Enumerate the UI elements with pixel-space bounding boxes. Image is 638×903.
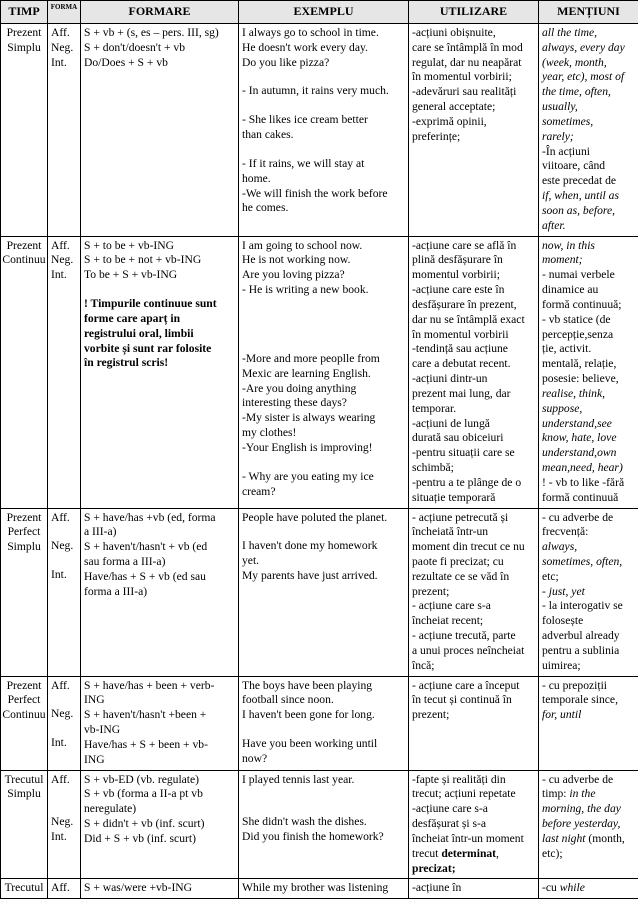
spacer [242,787,405,801]
cell-exemplu [239,24,409,237]
spacer [51,722,77,736]
text-line: To be + S + vb-ING [84,268,178,282]
spacer [242,801,405,815]
cell-exemplu [239,879,409,899]
spacer [242,456,405,470]
text-line: registrului oral, limbii [84,326,194,340]
text-line: S + have/has +vb (ed, forma [84,510,216,524]
text-line: - Why are you eating my ice [242,469,374,483]
text-line: interesting these days? [242,396,347,410]
text-line: Trecutul [4,772,44,786]
cell-mentiuni [539,24,638,237]
text-line: sometimes, often, [542,554,623,568]
text-line: viitoare, când [542,159,606,173]
cell-timp [1,236,48,508]
text-line: Trecutul [4,881,44,895]
text-line: folosește [542,614,584,628]
header-timp: TIMP [1,1,48,24]
text-line: precizat; [412,861,456,875]
text-line: Aff. [51,510,70,524]
text-line: Have/has + S + vb (ed sau [84,569,206,583]
text-line: preferințe; [412,129,461,143]
text-line: ING [84,752,105,766]
text-line: I played tennis last year. [242,772,355,786]
text-line: Aff. [51,772,70,786]
text-line: moment din trecut ce nu [412,540,525,554]
text-line: yet. [242,554,260,568]
header-row [1,1,638,24]
text-line: -acțiune care se află în [412,238,517,252]
cell-forma [48,879,81,899]
cell-timp [1,879,48,899]
text-line: -acțiuni de lungă [412,416,490,430]
header-utilizare: UTILIZARE [409,1,539,24]
cell-exemplu [239,770,409,879]
text-line: Aff. [51,678,70,692]
cell-exemplu [239,236,409,508]
text-line: în tecut și continuă în [412,693,512,707]
text-line: - vb statice (de [542,312,611,326]
cell-forma [48,770,81,879]
text-line: formă continuuă [542,490,619,504]
cell-formare [81,879,239,899]
header-formare: FORMARE [81,1,239,24]
text-line: - just, yet [542,584,585,598]
text-line: year, etc), most of [542,70,625,84]
text-line: Do you like pizza? [242,55,330,69]
text-line: S + was/were +vb-ING [84,881,193,895]
text-line: forma a III-a) [84,584,148,598]
text-line: S + don't/doesn't + vb [84,40,185,54]
text-line: Aff. [51,238,70,252]
text-span: determinat [441,846,497,860]
cell-forma [48,676,81,770]
text-line: S + haven't/hasn't +been + [84,708,207,722]
text-line: S + didn't + vb (inf. scurt) [84,817,205,831]
text-line: realise, think, [542,386,606,400]
cell-mentiuni [539,676,638,770]
text-line: -Your English is improving! [242,440,373,454]
cell-formare [81,508,239,676]
cell-formare [81,236,239,508]
spacer [51,554,77,568]
text-line: care se întâmplă în mod [412,40,523,54]
header-exemplu: EXEMPLU [239,1,409,24]
text-line-group [542,881,635,896]
text-line: - la interogativ se [542,599,623,613]
text-line: - acțiune trecută, parte [412,629,516,643]
text-line: Are you loving pizza? [242,268,345,282]
text-line: Simplu [7,540,41,554]
text-line: I always go to school in time. [242,26,379,39]
text-line: vb-ING [84,723,121,737]
text-line: Perfect [7,525,41,539]
text-line: durată sau obiceiuri [412,431,504,445]
text-line: trecut; acțiuni repetate [412,787,516,801]
cell-utilizare [409,770,539,879]
text-line: -pentru situații care se [412,446,515,460]
text-line: She didn't wash the dishes. [242,815,367,829]
text-line: Aff. [51,26,70,39]
text-line: -acțiuni obișnuite, [412,26,496,39]
text-line: understand,own [542,446,617,460]
text-span: trecut [412,846,439,860]
text-line: - cu adverbe de [542,510,614,524]
spacer [51,693,77,707]
text-line: cream? [242,484,276,498]
text-span: last night [542,831,586,845]
spacer [242,99,405,113]
text-line: situație temporară [412,490,496,504]
text-line: sau forma a III-a) [84,554,166,568]
text-line: -My sister is always wearing [242,411,376,425]
text-line: ING [84,693,105,707]
text-line: momentul vorbirii; [412,268,500,282]
text-line: morning, the day [542,802,621,816]
text-line: Int. [51,736,67,750]
cell-timp [1,24,48,237]
text-line: -fapte și realități din [412,772,506,786]
text-line: now? [242,751,268,765]
text-line: football since noon. [242,693,334,707]
text-line: ! Timpurile continuue sunt [84,297,217,311]
text-line: -acțiuni dintr-un [412,372,488,386]
table-row-trecutul-simplu [1,770,638,879]
text-line: general acceptate; [412,100,496,114]
text-line: temporale since, [542,693,618,707]
text-line: Did you finish the homework? [242,830,384,844]
text-line: prezent; [412,708,450,722]
text-line: etc; [542,569,559,583]
text-line: desfășurare în prezent, [412,297,517,311]
text-line: - He is writing a new book. [242,283,369,297]
text-span: , [496,846,499,860]
text-line: în momentul vorbirii [412,327,509,341]
text-line: Prezent [6,238,42,252]
text-line: a unui proces neîncheiat [412,643,525,657]
text-line: este precedat de [542,174,617,188]
text-line: Simplu [7,787,41,801]
text-line: Perfect [7,693,41,707]
text-line: He is not working now. [242,253,351,267]
text-line: vorbite și sunt rar folosite [84,341,212,355]
text-line: Neg. [51,707,74,721]
text-line: S + vb-ED (vb. regulate) [84,772,200,786]
text-line: Do/Does + S + vb [84,55,168,69]
text-line: Prezent [6,26,42,39]
text-line: Neg. [51,253,74,267]
cell-exemplu [239,508,409,676]
text-line: -exprimă opinii, [412,114,487,128]
spacer [84,283,235,297]
text-line: pentru a sublinia [542,643,620,657]
text-line: - If it rains, we will stay at [242,156,365,170]
text-line-group [542,832,635,847]
text-line: People have poluted the planet. [242,510,388,524]
text-line: S + vb (forma a II-a pt vb [84,787,203,801]
text-line: Have you been working until [242,737,378,751]
text-line: I haven't done my homework [242,539,378,553]
text-line: Continuu [2,708,46,722]
text-line: încheiat într-un moment [412,831,524,845]
text-line: he comes. [242,201,289,215]
text-line: the time, often, [542,85,611,99]
text-line: -adevăruri sau realități [412,85,517,99]
text-line: suppose, [542,401,583,415]
cell-utilizare [409,508,539,676]
text-line: -We will finish the work before [242,186,388,200]
text-line: S + have/has + been + verb- [84,678,215,692]
text-line: - cu prepoziții [542,678,608,692]
spacer [51,801,77,815]
text-line: prezent; [412,584,450,598]
text-line: Simplu [7,40,41,54]
cell-exemplu [239,676,409,770]
text-line: formă continuuă; [542,297,622,311]
cell-mentiuni [539,879,638,899]
text-line: (week, month, [542,55,607,69]
text-line: - acțiune care a început [412,678,520,692]
cell-mentiuni [539,236,638,508]
text-line: - numai verbele [542,268,615,282]
text-line: Continuu [2,253,46,267]
text-line: S + vb + (s, es – pers. III, sg) [84,26,219,39]
text-line: -Are you doing anything [242,381,357,395]
text-line: than cakes. [242,128,294,142]
text-line: paote fi precizat; cu [412,554,504,568]
cell-utilizare [409,676,539,770]
text-line: my clothes! [242,426,297,440]
cell-utilizare [409,24,539,237]
table-row-trecutul-continuu [1,879,638,899]
text-line-group [412,847,535,862]
text-line: - acțiune care s-a [412,599,491,613]
text-line: Neg. [51,539,74,553]
table-row-prezent-perfect-continuu [1,676,638,770]
table-row-prezent-simplu [1,24,638,237]
cell-formare [81,770,239,879]
cell-forma [48,508,81,676]
cell-timp [1,770,48,879]
text-line: all the time, [542,26,598,39]
text-line: The boys have been playing [242,678,373,692]
text-line: în momentul vorbirii; [412,70,512,84]
cell-forma [48,24,81,237]
text-line: posesie: believe, [542,372,619,386]
cell-mentiuni [539,770,638,879]
text-line: S + to be + vb-ING [84,238,175,252]
text-line: soon as, before, [542,203,615,217]
cell-forma [48,236,81,508]
text-line: -tendință sau acțiune [412,342,508,356]
text-line: for, until [542,708,582,722]
text-line: Mexic are learning English. [242,366,371,380]
spacer [242,525,405,539]
cell-timp [1,508,48,676]
text-line: My parents have just arrived. [242,568,378,582]
text-line: Neg. [51,40,74,54]
spacer [242,298,405,352]
text-span: -cu [542,881,557,895]
text-line: plină desfășurare în [412,253,503,267]
spacer [242,723,405,737]
text-line: Prezent [6,678,42,692]
text-line: desfășurat și s-a [412,817,487,831]
text-line: încă; [412,658,435,672]
text-line: mean,need, hear) [542,461,623,475]
text-line: now, in this [542,238,595,252]
text-line: schimbă; [412,461,454,475]
spacer [242,70,405,84]
text-line: -acțiune care s-a [412,802,488,816]
text-line: know, hate, love [542,431,617,445]
text-line: în registrul scris! [84,356,169,370]
text-line: neregulate) [84,802,137,816]
text-line: Int. [51,830,67,844]
text-span: timp: [542,787,567,801]
text-line: ție, activit. [542,342,592,356]
text-line: usually, [542,100,578,114]
text-line: S + haven't/hasn't + vb (ed [84,540,208,554]
cell-formare [81,676,239,770]
text-line: -acțiune care este în [412,283,505,297]
cell-utilizare [409,879,539,899]
text-line: uimirea; [542,658,581,672]
spacer [51,787,77,801]
text-line: -acțiune în [412,881,462,895]
text-line: home. [242,171,271,185]
text-line: adverbul already [542,629,620,643]
text-line: rarely; [542,129,574,143]
text-line: S + to be + not + vb-ING [84,253,202,267]
text-line: prezent mai lung, dar [412,386,511,400]
text-line: sometimes, [542,114,594,128]
header-forma: FORMA [48,1,81,24]
text-line: Have/has + S + been + vb- [84,737,208,751]
text-line: Did + S + vb (inf. scurt) [84,831,196,845]
text-line: I haven't been gone for long. [242,708,375,722]
text-line: Neg. [51,815,74,829]
text-line: forme care aparț in [84,311,181,325]
text-line: Int. [51,568,67,582]
text-line-group [542,787,635,802]
text-line: etc); [542,846,563,860]
text-line: - acțiune petrecută și [412,510,509,524]
text-line: - She likes ice cream better [242,113,368,127]
text-line: temporar. [412,401,457,415]
cell-mentiuni [539,508,638,676]
text-line: Prezent [6,510,42,524]
text-span: (month, [588,831,625,845]
text-line: care a debutat recent. [412,357,511,371]
text-line: Int. [51,268,67,282]
text-line: încheiat recent; [412,614,484,628]
text-line: dinamice au [542,283,599,297]
cell-utilizare [409,236,539,508]
text-line: ! - vb to like -fără [542,475,625,489]
text-line: Aff. [51,881,70,895]
text-line: While my brother was listening [242,881,389,895]
text-span: while [559,881,585,895]
text-line: dar nu se întâmplă exact [412,312,525,326]
text-line: - cu adverbe de [542,772,614,786]
text-line: - In autumn, it rains very much. [242,84,389,98]
table-row-prezent-continuu [1,236,638,508]
text-line: understand,see [542,416,612,430]
text-line: always, [542,540,578,554]
text-line: rezultate ce se văd în [412,569,510,583]
table-row-prezent-perfect-simplu [1,508,638,676]
text-line: mentală, relație, [542,357,617,371]
text-line: after. [542,218,566,232]
cell-timp [1,676,48,770]
cell-formare [81,24,239,237]
text-line: frecvență: [542,525,589,539]
text-line: -pentru a te plânge de o [412,475,522,489]
spacer [51,525,77,539]
text-line: percepție,senza [542,327,614,341]
text-line: -În acțiuni [542,144,590,158]
text-line: încheiată într-un [412,525,489,539]
text-line: He doesn't work every day. [242,40,368,54]
text-line: always, every day [542,40,625,54]
text-line: Int. [51,55,67,69]
header-mentiuni: MENȚIUNI [539,1,638,24]
text-line: a III-a) [84,525,117,539]
text-line: if, when, until as [542,189,619,203]
text-line: before yesterday, [542,817,621,831]
text-span: in the [569,787,596,801]
text-line: -More and more peoplle from [242,351,380,365]
text-line: regulat, dar nu neapărat [412,55,522,69]
text-line: I am going to school now. [242,238,363,252]
text-line: moment; [542,253,583,267]
spacer [242,143,405,157]
